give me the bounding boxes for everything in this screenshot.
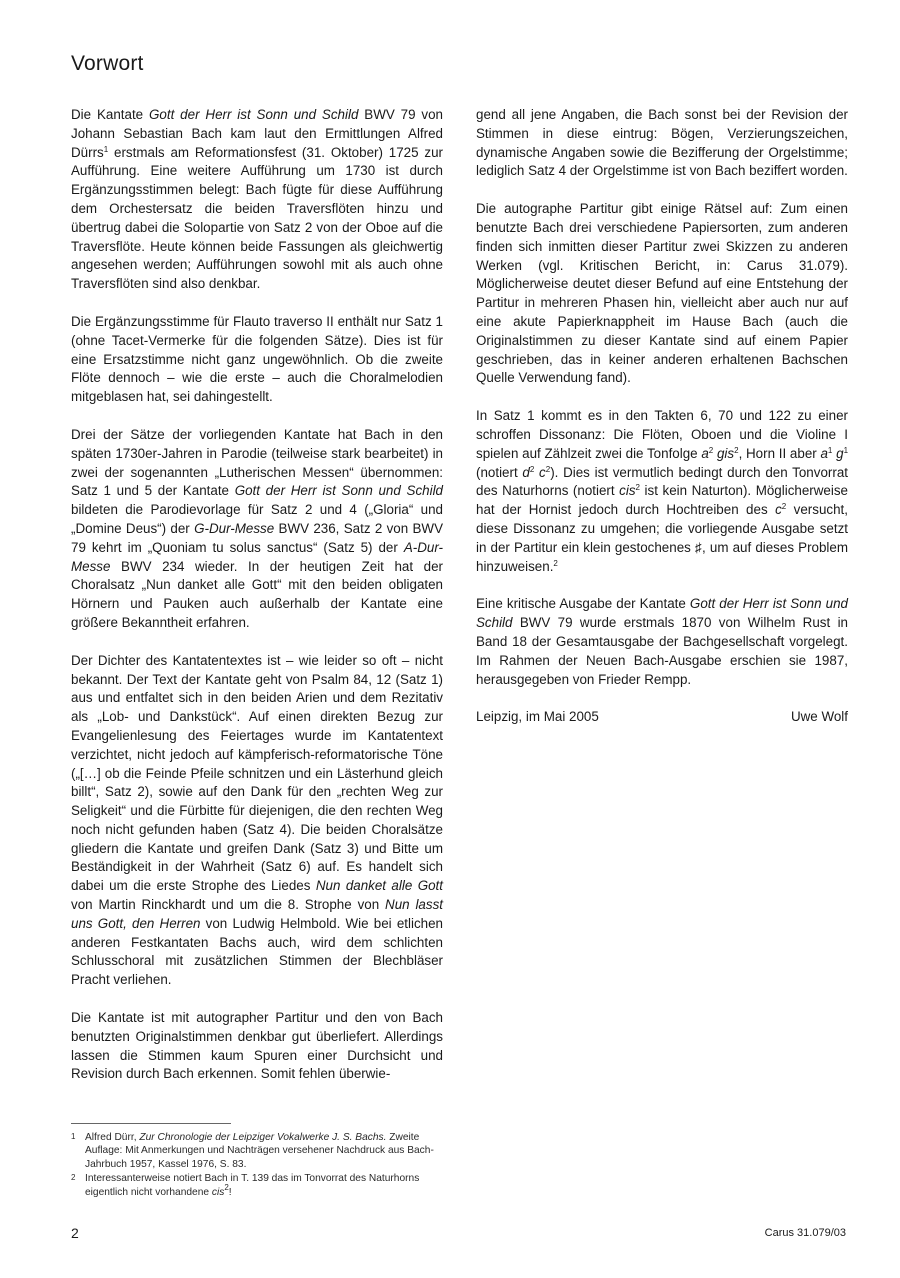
footnotes (71, 1131, 443, 1200)
footnote-text: Alfred Dürr, Zur Chronologie der Leipziger Vokalwerke J. S. Bachs. Zweite Auflage: Mit Anmerkungen und Nachträgen versehener Nachdruck aus Bach-Jahrbuch 1957, Kassel 1976, S. 83. (85, 1132, 434, 1170)
catalog-number: Carus 31.079/03 (764, 1227, 846, 1239)
paragraph: Der Dichter des Kantatentextes ist – wie leider so oft – nicht bekannt. Der Text der Kantate geht von Psalm 84, 12 (Satz 1) aus und entfaltet sich in den beiden Arien und dem Rezitativ als „Lob- und Dankstück“. Auf einen direkten Bezug zur Evangelienlesung des Feiertages wurde im Kantatentext verzichtet, nicht jedoch auf kämpferisch-reformatorische Töne („[…] ob die Feinde Pfeile schnitzen und ein Lästerhund gleich billt“, Satz 2), sowie auf den Dank für den „rechten Weg zur Seligkeit“ und die Fürbitte für diejenigen, die den rechten Weg noch nicht gefunden haben (Satz 4). Die beiden Choralsätze gliedern die Kantate und greifen Dank (Satz 3) und Bitte um Beständigkeit in der Wahrheit (Satz 6) auf. Es handelt sich dabei um die erste Strophe des Liedes Nun danket alle Gott von Martin Rinckhardt und um die 8. Strophe von Nun lasst uns Gott, den Herren von Ludwig Helmbold. Wie bei etlichen anderen Festkantaten Bachs auch, wird dem schlichten Schlusschoral mit zusätzlichen Stimmen der Blechbläser Pracht verliehen. (71, 652, 444, 988)
paragraph: Eine kritische Ausgabe der Kantate Gott der Herr ist Sonn und Schild BWV 79 wurde erstmals 1870 von Wilhelm Rust in Band 18 der Gesamtausgabe der Bachgesellschaft vorgelegt. Im Rahmen der Neuen Bach-Ausgabe erschien sie 1987, herausgegeben von Frieder Rempp. (476, 596, 848, 687)
paragraph: gend all jene Angaben, die Bach sonst bei der Revision der Stimmen in diese eintrug: Bögen, Verzierungszeichen, dynamische Angaben sowie die Bezifferung der Orgelstimme; lediglich Satz 4 der Orgelstimme ist von Bach beziffert worden. (476, 107, 848, 179)
paragraph: Die Kantate ist mit autographer Partitur und den von Bach benutzten Originalstimmen denkbar gut überliefert. Allerdings lassen die Stimmen kaum Spuren einer Durchsicht und Revision durch Bach erkennen. Somit fehlen überwie- (71, 1010, 443, 1082)
footnote-divider (71, 1123, 231, 1124)
paragraph: Die autographe Partitur gibt einige Rätsel auf: Zum einen benutzte Bach drei verschiedene Papiersorten, zum anderen finden sich inmitten dieser Partitur zwei Skizzen zu anderen Werken (vgl. Kritischen Bericht, in: Carus 31.079). Möglicherweise deutet dieser Befund auf eine Entstehung der Partitur in mehreren Phasen hin, vielleicht aber auch nur auf eine akute Papierknappheit im Hause Bach (auch die Originalstimmen zu dieser Kantate sind auf einem Papier geschrieben, das in keiner anderen erhaltenen Bachschen Quelle Verwendung fand). (476, 201, 848, 386)
footnote-number: 1 (71, 1132, 76, 1141)
footnote (71, 1172, 443, 1199)
signature (476, 708, 848, 727)
paragraph: In Satz 1 kommt es in den Takten 6, 70 und 122 zu einer schroffen Dissonanz: Die Flöten, Oboen und die Violine I spielen auf Zählzeit zwei die Tonfolge $a^2$ gis$^2$, Horn II aber $a^1$ $g^1$ (notiert $d^2$ $c^2$). Dies ist vermutlich bedingt durch den Tonvorrat des Naturhorns (notiert cis$^2$ ist kein Naturton). Möglicherweise hat der Hornist jedoch durch Hochtreiben des $c^2$ versucht, diese Dissonanz zu umgehen; die vorliegende Ausgabe setzt in der Partitur ein klein gestochenes ♯, um auf dieses Problem hinzuweisen.$^2$ (476, 408, 849, 574)
place-date: Leipzig, im Mai 2005 (476, 709, 599, 725)
author: Uwe Wolf (790, 709, 848, 725)
footnote-number: 2 (71, 1173, 76, 1183)
footnote (71, 1131, 443, 1171)
page-title: Vorwort (71, 52, 144, 75)
footnote-text: Interessanterweise notiert Bach in T. 139 das im Tonvorrat des Naturhorns eigentlich nicht vorhandene cis$^2$! (85, 1173, 420, 1198)
page-number: 2 (71, 1225, 79, 1241)
paragraph: Die Kantate Gott der Herr ist Sonn und Schild BWV 79 von Johann Sebastian Bach kam laut den Ermittlungen Alfred Dürrs$^1$ erstmals am Reformationsfest (31. Oktober) 1725 zur Aufführung. Eine weitere Aufführung um 1730 ist durch Ergänzungsstimmen belegt: Bach fügte für diese Aufführung dem Orchestersatz die beiden Traversflöten hinzu und übertrug dabei die Solopartie von Satz 2 von der Oboe auf die Traversflöte. Heute können beide Fassungen als gleichwertig angesehen werden; Aufführungen sowohl mit als auch ohne Traversflöten sind also denkbar. (71, 107, 443, 292)
footnote-ref: 2 (553, 558, 558, 568)
paragraph: Drei der Sätze der vorliegenden Kantate hat Bach in den späten 1730er-Jahren in Parodie (teilweise stark bearbeitet) in zwei der sogenannten „Lutherischen Messen“ übernommen: Satz 1 und 5 der Kantate Gott der Herr ist Sonn und Schild bildeten die Parodievorlage für Satz 2 und 4 („Gloria“ und „Domine Deus“) der G-Dur-Messe BWV 236, Satz 2 von BWV 79 kehrt im „Quoniam tu solus sanctus“ (Satz 5) der A-Dur-Messe BWV 234 wieder. In der heutigen Zeit hat der Choralsatz „Nun danket alle Gott“ mit den beiden obligaten Hörnern und Pauken auch außerhalb der Kantate eine größere Bekanntheit erfahren. (71, 426, 444, 630)
paragraph: Die Ergänzungsstimme für Flauto traverso II enthält nur Satz 1 (ohne Tacet-Vermerke für die folgenden Sätze). Dies ist für eine Ersatzstimme nicht ganz ungewöhnlich. Ob die zweite Flöte dennoch – wie die erste – auch die Choralmelodien mitgeblasen hat, sei dahingestellt. (71, 313, 443, 405)
footnote-ref: 1 (103, 144, 109, 154)
right-column (476, 106, 848, 727)
left-column (71, 106, 443, 1084)
